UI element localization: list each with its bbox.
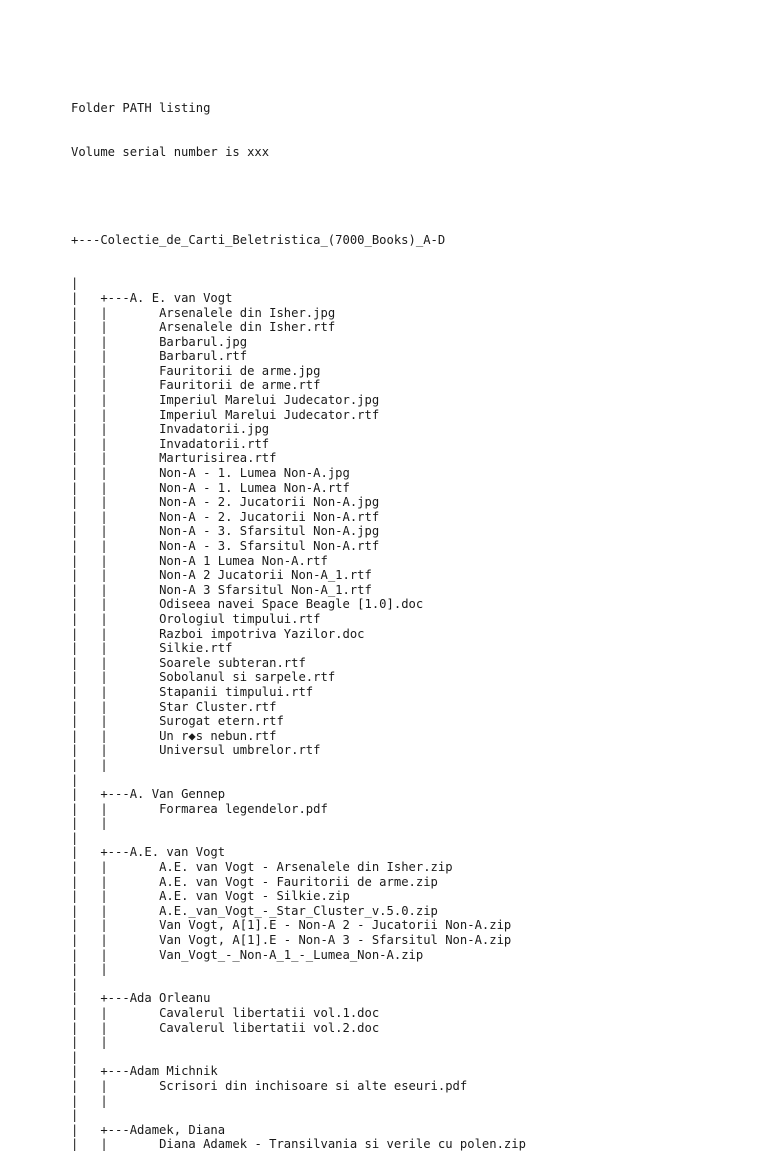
tree-connector: | | [71, 728, 160, 743]
file-entry-text: Formarea legendelor.pdf [159, 801, 328, 816]
file-entry-text: Universul umbrelor.rtf [159, 743, 321, 758]
folder-entry-text: Adamek, Diana [129, 1122, 226, 1137]
folder-entry-text: A. E. van Vogt [129, 290, 233, 305]
tree-connector: | | [71, 611, 160, 626]
file-entry [71, 1021, 761, 1036]
tree-connector: | | [71, 641, 160, 656]
tree-spacer [71, 1094, 761, 1109]
file-entry-text: A.E._van_Vogt_-_Star_Cluster_v.5.0.zip [159, 903, 438, 918]
file-entry [71, 393, 761, 408]
file-entry [71, 364, 761, 379]
file-entry-text: Non-A - 2. Jucatorii Non-A.jpg [159, 495, 380, 510]
tree-connector: | | [71, 597, 160, 612]
tree-connector: | | [71, 626, 160, 641]
file-entry-text: Cavalerul libertatii vol.1.doc [159, 1006, 380, 1020]
tree-connector: | | [71, 305, 160, 320]
file-entry [71, 437, 761, 452]
listing-title: Folder PATH listing [71, 101, 211, 116]
tree-connector: | | [71, 407, 160, 422]
file-entry [71, 539, 761, 554]
file-entry [71, 349, 761, 364]
file-entry [71, 583, 761, 598]
file-entry [71, 524, 761, 539]
tree-connector: | | [71, 962, 108, 977]
folder-entry [71, 1123, 761, 1138]
tree-connector: | | [71, 714, 160, 729]
file-entry [71, 802, 761, 817]
file-entry-text: Non-A - 3. Sfarsitul Non-A.rtf [159, 539, 380, 553]
tree-connector: | [71, 830, 79, 845]
tree-connector: | +--- [71, 991, 130, 1006]
tree-connector: | | [71, 874, 160, 889]
tree-spacer [71, 816, 761, 831]
file-entry-text: A.E. van Vogt - Silkie.zip [159, 889, 350, 904]
tree-connector: | | [71, 743, 160, 758]
file-entry [71, 729, 761, 744]
folder-entry [71, 787, 761, 802]
tree-connector: | | [71, 801, 160, 816]
tree-connector: | | [71, 422, 160, 437]
tree-connector: | +--- [71, 290, 130, 305]
file-entry-text: Soarele subteran.rtf [159, 655, 306, 670]
file-entry [71, 335, 761, 350]
file-entry [71, 918, 761, 933]
file-entry-text: Non-A - 2. Jucatorii Non-A.rtf [159, 509, 380, 524]
file-entry-text: Invadatorii.rtf [159, 436, 270, 451]
file-entry [71, 700, 761, 715]
file-entry-text: Non-A - 1. Lumea Non-A.rtf [159, 480, 350, 495]
volume-serial: Volume serial number is xxx [71, 144, 270, 159]
file-entry-text: Imperiul Marelui Judecator.rtf [159, 407, 380, 422]
tree-connector: | | [71, 933, 160, 948]
file-entry [71, 714, 761, 729]
folder-tree [71, 276, 761, 1152]
tree-connector: | | [71, 509, 160, 524]
tree-connector: | | [71, 816, 108, 831]
folder-entry-text: A.E. van Vogt [129, 845, 226, 860]
file-entry [71, 670, 761, 685]
tree-connector: | | [71, 947, 160, 962]
file-entry [71, 743, 761, 758]
folder-entry [71, 291, 761, 306]
tree-spacer [71, 758, 761, 773]
file-entry-text: Van Vogt, A[1].E - Non-A 3 - Sfarsitul Non-A.zip [159, 933, 512, 948]
file-entry [71, 933, 761, 948]
folder-entry-text: Ada Orleanu [129, 991, 211, 1006]
file-entry-text: A.E. van Vogt - Fauritorii de arme.zip [159, 874, 438, 889]
file-entry-text: Non-A 2 Jucatorii Non-A_1.rtf [159, 568, 372, 583]
tree-spacer [71, 977, 761, 992]
tree-spacer [71, 1050, 761, 1065]
tree-connector: | | [71, 1093, 108, 1108]
tree-connector: | [71, 1049, 79, 1064]
file-entry-text: Star Cluster.rtf [159, 699, 277, 714]
file-entry-text: Marturisirea.rtf [159, 451, 277, 466]
file-entry [71, 627, 761, 642]
tree-connector: | [71, 1108, 79, 1123]
file-entry-text: Arsenalele din Isher.jpg [159, 305, 336, 320]
root-folder: +---Colectie_de_Carti_Beletristica_(7000_Books)_A-D [71, 232, 446, 247]
file-entry-text: Diana Adamek - Transilvania si verile cu polen.zip [159, 1137, 526, 1152]
tree-connector: | | [71, 889, 160, 904]
file-entry [71, 408, 761, 423]
file-entry-text: Silkie.rtf [159, 641, 233, 656]
file-entry [71, 612, 761, 627]
file-entry-text: Van Vogt, A[1].E - Non-A 2 - Jucatorii Non-A.zip [159, 918, 512, 933]
file-entry-text: Non-A - 3. Sfarsitul Non-A.jpg [159, 524, 380, 539]
file-entry-text: Odiseea navei Space Beagle [1.0].doc [159, 597, 424, 612]
tree-connector: | +--- [71, 1122, 130, 1137]
tree-spacer [71, 276, 761, 291]
file-entry [71, 948, 761, 963]
file-entry [71, 656, 761, 671]
file-entry [71, 875, 761, 890]
tree-connector: | +--- [71, 787, 130, 802]
file-entry-text: A.E. van Vogt - Arsenalele din Isher.zip [159, 860, 453, 875]
file-entry-text: Fauritorii de arme.jpg [159, 363, 321, 378]
tree-connector: | | [71, 655, 160, 670]
file-entry-text: Sobolanul si sarpele.rtf [159, 670, 336, 685]
folder-listing [71, 72, 761, 1167]
file-entry [71, 904, 761, 919]
tree-connector: | | [71, 860, 160, 875]
tree-connector: | | [71, 1020, 160, 1035]
file-entry-text: Invadatorii.jpg [159, 422, 270, 437]
file-entry-text: Cavalerul libertatii vol.2.doc [159, 1020, 380, 1035]
folder-entry [71, 991, 761, 1006]
tree-connector: | | [71, 495, 160, 510]
tree-connector: | [71, 276, 79, 291]
tree-connector: | | [71, 363, 160, 378]
file-entry [71, 597, 761, 612]
tree-spacer [71, 773, 761, 788]
tree-connector: | | [71, 757, 108, 772]
tree-connector: | | [71, 334, 160, 349]
tree-connector: | | [71, 582, 160, 597]
tree-connector: | | [71, 699, 160, 714]
file-entry [71, 889, 761, 904]
file-entry-text: Stapanii timpului.rtf [159, 684, 314, 699]
file-entry [71, 306, 761, 321]
folder-entry [71, 1064, 761, 1079]
blank-line [71, 189, 761, 204]
file-entry [71, 481, 761, 496]
tree-connector: | | [71, 539, 160, 553]
file-entry [71, 320, 761, 335]
tree-connector: | | [71, 1078, 160, 1093]
file-entry-text: Arsenalele din Isher.rtf [159, 320, 336, 335]
tree-spacer [71, 962, 761, 977]
tree-connector: | | [71, 670, 160, 685]
tree-spacer [71, 1108, 761, 1123]
file-entry-text: Non-A 1 Lumea Non-A.rtf [159, 553, 328, 568]
file-entry-text: Non-A 3 Sfarsitul Non-A_1.rtf [159, 582, 372, 597]
file-entry [71, 510, 761, 525]
tree-connector: | +--- [71, 1064, 130, 1079]
tree-connector: | | [71, 1137, 160, 1152]
tree-connector: | | [71, 684, 160, 699]
tree-connector: | | [71, 568, 160, 583]
folder-entry-text: A. Van Gennep [129, 787, 226, 802]
tree-connector: | +--- [71, 845, 130, 860]
tree-spacer [71, 1035, 761, 1050]
file-entry-text: Barbarul.rtf [159, 349, 248, 364]
file-entry-text: Van_Vogt_-_Non-A_1_-_Lumea_Non-A.zip [159, 947, 424, 962]
file-entry-text: Un r◆s nebun.rtf [159, 728, 277, 743]
tree-connector: | | [71, 378, 160, 393]
file-entry [71, 451, 761, 466]
file-entry-text: Fauritorii de arme.rtf [159, 378, 321, 393]
tree-connector: | | [71, 903, 160, 918]
file-entry [71, 641, 761, 656]
tree-connector: | | [71, 553, 160, 568]
file-entry [71, 422, 761, 437]
file-entry [71, 860, 761, 875]
file-entry [71, 554, 761, 569]
tree-connector: | | [71, 320, 160, 335]
file-entry-text: Razboi impotriva Yazilor.doc [159, 626, 365, 641]
file-entry-text: Imperiul Marelui Judecator.jpg [159, 393, 380, 408]
tree-connector: | | [71, 349, 160, 364]
file-entry-text: Barbarul.jpg [159, 334, 248, 349]
tree-connector: | | [71, 1006, 160, 1020]
folder-entry [71, 845, 761, 860]
file-entry [71, 685, 761, 700]
file-entry [71, 1137, 761, 1152]
tree-connector: | [71, 772, 79, 787]
tree-connector: | | [71, 466, 160, 481]
file-entry-text: Surogat etern.rtf [159, 714, 284, 729]
tree-connector: | | [71, 918, 160, 933]
tree-spacer [71, 831, 761, 846]
tree-connector: | | [71, 1035, 108, 1050]
tree-connector: | | [71, 451, 160, 466]
file-entry [71, 495, 761, 510]
tree-connector: | | [71, 480, 160, 495]
file-entry [71, 466, 761, 481]
file-entry [71, 1006, 761, 1021]
file-entry-text: Orologiul timpului.rtf [159, 611, 321, 626]
file-entry-text: Scrisori din inchisoare si alte eseuri.pdf [159, 1078, 468, 1093]
folder-entry-text: Adam Michnik [129, 1064, 218, 1079]
tree-connector: | [71, 976, 79, 991]
tree-connector: | | [71, 524, 160, 539]
tree-connector: | | [71, 436, 160, 451]
tree-connector: | | [71, 393, 160, 408]
file-entry [71, 378, 761, 393]
file-entry [71, 1079, 761, 1094]
file-entry [71, 568, 761, 583]
file-entry-text: Non-A - 1. Lumea Non-A.jpg [159, 466, 350, 481]
